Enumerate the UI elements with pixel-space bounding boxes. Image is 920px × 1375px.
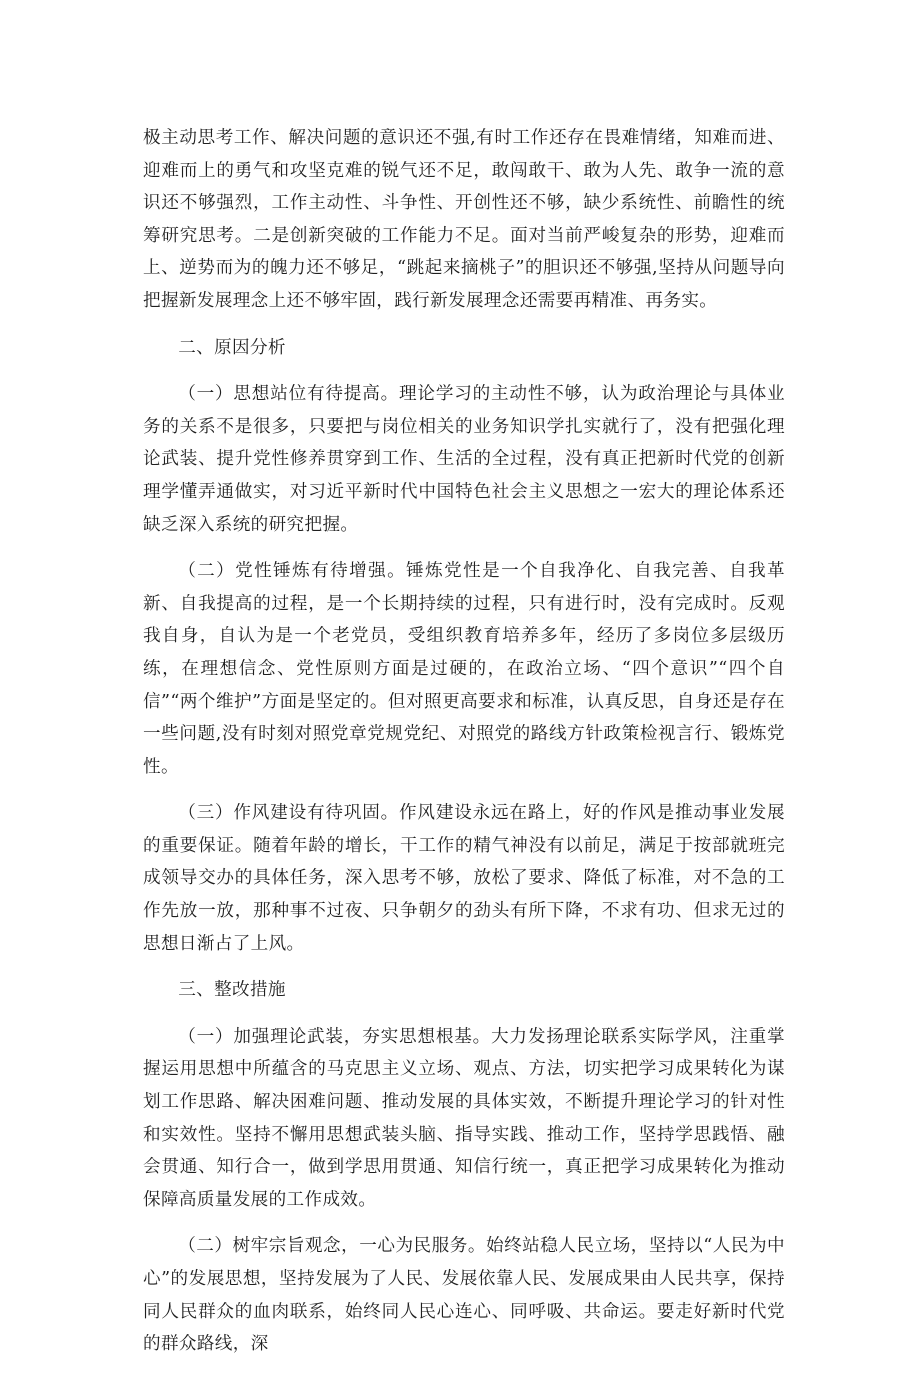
paragraph-theory-armament: （一）加强理论武装，夯实思想根基。大力发扬理论联系实际学风，注重掌握运用思想中所蕴含的马克思主义立场、观点、方法，切实把学习成果转化为谋划工作思路、解决困难问题、推动发展的具体实效，不断提升理论学习的针对性和实效性。坚持不懈用思想武装头脑、指导实践、推动工作，坚持学思践悟、融会贯通、知行合一，做到学思用贯通、知信行统一，真正把学习成果转化为推动保障高质量发展的工作成效。: [143, 1026, 785, 1210]
paragraph-work-style: （三）作风建设有待巩固。作风建设永远在路上，好的作风是推动事业发展的重要保证。随着年龄的增长，干工作的精气神没有以前足，满足于按部就班完成领导交办的具体任务，深入思考不够，放松了要求、降低了标准，对不急的工作先放一放，那种事不过夜、只争朝夕的劲头有所下降，不求有功、但求无过的思想日渐占了上风。: [143, 803, 785, 954]
paragraph-ideological-stance: （一）思想站位有待提高。理论学习的主动性不够，认为政治理论与具体业务的关系不是很多，只要把与岗位相关的业务知识学扎实就行了，没有把强化理论武装、提升党性修养贯穿到工作、生活的全过程，没有真正把新时代党的创新理学懂弄通做实，对习近平新时代中国特色社会主义思想之一宏大的理论体系还缺乏深入系统的研究把握。: [143, 384, 785, 535]
paragraph-party-spirit: （二）党性锤炼有待增强。锤炼党性是一个自我净化、自我完善、自我革新、自我提高的过程，是一个长期持续的过程，只有进行时，没有完成时。反观我自身，自认为是一个老党员，受组织教育培养多年，经历了多岗位多层级历练，在理想信念、党性原则方面是过硬的，在政治立场、“四个意识”“四个自信”“两个维护”方面是坚定的。但对照更高要求和标准，认真反思，自身还是存在一些问题,没有时刻对照党章党规党纪、对照党的路线方针政策检视言行、锻炼党性。: [143, 561, 785, 777]
section-heading-rectification: 三、整改措施: [178, 980, 286, 1001]
document-page: [143, 122, 785, 1375]
paragraph-serve-people: （二）树牢宗旨观念，一心为民服务。始终站稳人民立场，坚持以“人民为中心”的发展思想，坚持发展为了人民、发展依靠人民、发展成果由人民共享，保持同人民群众的血肉联系，始终同人民心连心、同呼吸、共命运。要走好新时代党的群众路线，深: [143, 1236, 785, 1355]
section-heading-cause-analysis: 二、原因分析: [178, 337, 286, 358]
paragraph-continuation: 极主动思考工作、解决问题的意识还不强,有时工作还存在畏难情绪，知难而进、迎难而上的勇气和攻坚克难的锐气还不足，敢闯敢干、敢为人先、敢争一流的意识还不够强烈，工作主动性、斗争性、开创性还不够，缺少系统性、前瞻性的统筹研究思考。二是创新突破的工作能力不足。面对当前严峻复杂的形势，迎难而上、逆势而为的魄力还不够足，“跳起来摘桃子”的胆识还不够强,坚持从问题导向把握新发展理念上还不够牢固，践行新发展理念还需要再精准、再务实。: [143, 128, 785, 311]
